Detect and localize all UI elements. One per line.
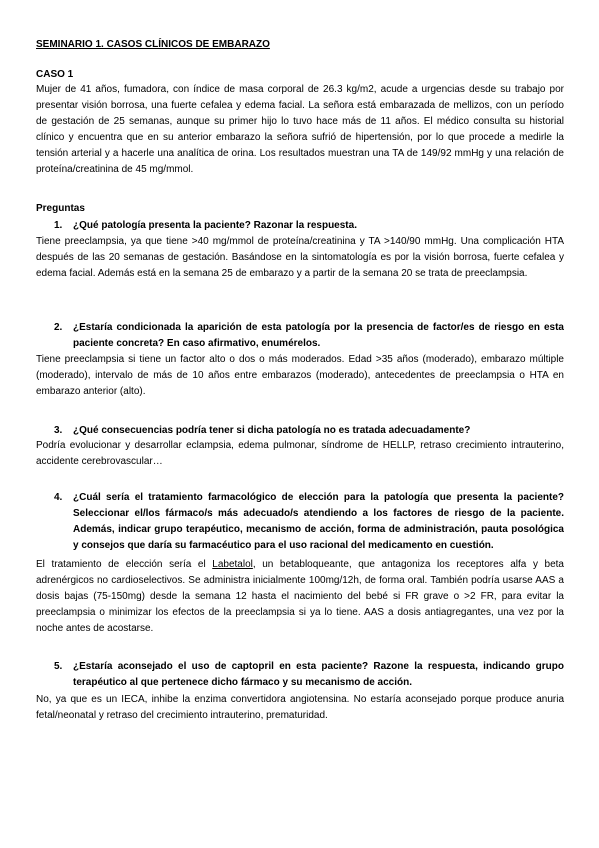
drug-name-labetalol: Labetalol — [212, 559, 253, 570]
answer-4-suffix: , un betabloqueante, que antagoniza los receptores alfa y beta adrenérgicos no cardioselectivos. Se administra inicialmente 100mg/12h, de forma oral. También podría usarse AAS a dosis bajas (75-150mg) desde la semana 12 hasta el nacimiento del bebé si FR grave o >2 FR, para evitar la preeclampsia o minimizar los efectos de la preeclampsia si ya lo tiene. AAS a dosis antiagregantes, una vez por la noche antes de acostarse. — [36, 559, 564, 634]
answer-1: Tiene preeclampsia, ya que tiene >40 mg/mmol de proteína/creatinina y TA >140/90 mmHg. Una complicación HTA después de las 20 semanas de gestación. Basándose en la sintomatología es por la visión borrosa, fuerte cefalea y edema facial. Además está en la semana 25 de embarazo y a partir de la semana 20 se trata de preeclampsia. — [36, 236, 564, 279]
answer-5: No, ya que es un IECA, inhibe la enzima convertidora angiotensina. No estaría aconsejado porque produce anuria fetal/neonatal y retraso del crecimiento intrauterino, prematuridad. — [36, 694, 564, 721]
question-text: ¿Qué consecuencias podría tener si dicha patología no es tratada adecuadamente? — [73, 425, 471, 436]
question-5 — [54, 659, 564, 691]
question-2 — [54, 320, 564, 352]
question-3 — [54, 423, 564, 439]
case-label: CASO 1 — [36, 69, 74, 80]
question-number: 1. — [54, 220, 63, 231]
questions-heading: Preguntas — [36, 203, 85, 214]
question-text: ¿Qué patología presenta la paciente? Razonar la respuesta. — [73, 220, 357, 231]
question-1 — [54, 218, 564, 234]
case-description: Mujer de 41 años, fumadora, con índice de masa corporal de 26.3 kg/m2, acude a urgencias desde su trabajo por presentar visión borrosa, una fuerte cefalea y edema facial. La señora está embarazada de mellizos, con un período de gestación de 25 semanas, aunque su primer hijo lo tuvo hace más de 11 años. El médico consulta su historial clínico y encuentra que en su anterior embarazo la señora sufrió de hipertensión, por lo que procede a medirle la tensión arterial y a hacerle una analítica de orina. Los resultados muestran una TA de 149/92 mmHg y una relación de proteína/creatinina de 45 mg/mmol. — [36, 84, 564, 175]
answer-3: Podría evolucionar y desarrollar eclampsia, edema pulmonar, síndrome de HELLP, retraso crecimiento intrauterino, accidente cerebrovascular… — [36, 440, 564, 467]
answer-4-prefix: El tratamiento de elección sería el — [36, 559, 213, 570]
question-number: 5. — [54, 661, 63, 672]
question-number: 2. — [54, 322, 63, 333]
question-text: ¿Estaría condicionada la aparición de esta patología por la presencia de factor/es de riesgo en esta paciente concreta? En caso afirmativo, enumérelos. — [73, 322, 564, 349]
question-text: ¿Estaría aconsejado el uso de captopril en esta paciente? Razone la respuesta, indicando grupo terapéutico al que pertenece dicho fármaco y su mecanismo de acción. — [73, 661, 564, 688]
answer-4 — [36, 557, 564, 637]
question-number: 3. — [54, 425, 63, 436]
question-text: ¿Cuál sería el tratamiento farmacológico de elección para la patología que presenta la paciente? Seleccionar el/los fármaco/s más adecuado/s atendiendo a los factores de riesgo de la paciente. Además, indicar grupo terapéutico, mecanismo de acción, forma de administración, pauta posológica y consejos que daría su farmacéutico para el uso racional del medicamento en cuestión. — [73, 492, 564, 551]
question-4 — [54, 490, 564, 554]
answer-2: Tiene preeclampsia si tiene un factor alto o dos o más moderados. Edad >35 años (moderado), embarazo múltiple (moderado), intervalo de más de 10 años entre embarazos (moderado), antecedentes de preeclampsia o HTA en embarazo anterior (alto). — [36, 354, 564, 397]
question-number: 4. — [54, 492, 63, 503]
document-title: SEMINARIO 1. CASOS CLÍNICOS DE EMBARAZO — [36, 39, 270, 50]
